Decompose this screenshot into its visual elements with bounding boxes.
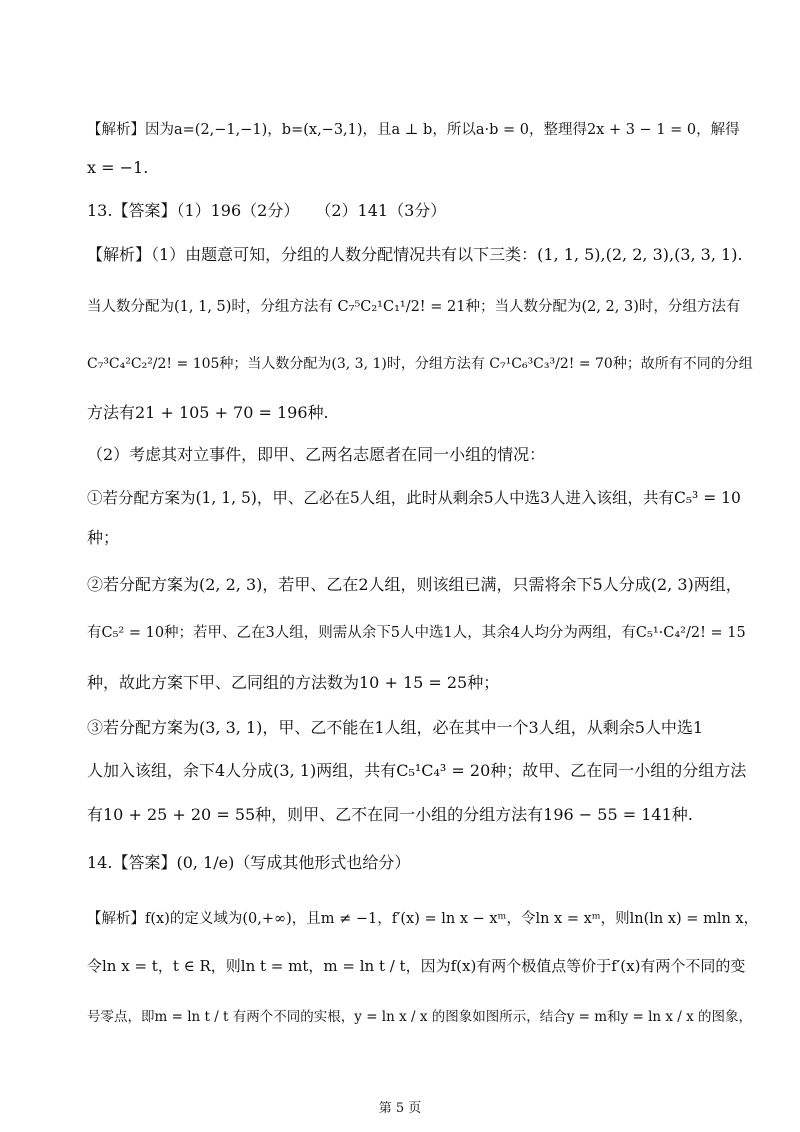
text-line: 13.【答案】（1）196（2分） （2）141（3分） [87, 201, 447, 220]
text-line: 14.【答案】(0, 1/e)（写成其他形式也给分） [87, 853, 411, 872]
text-line: 【解析】因为a=(2,−1,−1)，b=(x,−3,1)，且a ⊥ b，所以a·b = 0，整理得2x + 3 − 1 = 0，解得 [87, 122, 740, 138]
text-line: x = −1. [87, 158, 149, 177]
text-line: 【解析】（1）由题意可知，分组的人数分配情况共有以下三类：(1, 1, 5),(2, 2, 3),(3, 3, 1). [87, 245, 743, 264]
text-line: 令ln x = t，t ∈ R，则ln t = mt，m = ln t / t，因为f(x)有两个极值点等价于f′(x)有两个不同的变 [87, 957, 746, 975]
text-line: 种，故此方案下甲、乙同组的方法数为10 + 15 = 25种； [87, 673, 500, 692]
text-line: 有10 + 25 + 20 = 55种，则甲、乙不在同一小组的分组方法有196 − 55 = 141种. [87, 805, 693, 824]
page-number: 第 5 页 [378, 1101, 422, 1116]
text-line: 号零点，即m = ln t / t 有两个不同的实根，y = ln x / x 的图象如图所示，结合y = m和y = ln x / x 的图象， [87, 1009, 753, 1025]
text-line: ③若分配方案为(3, 3, 1)，甲、乙不能在1人组，必在其中一个3人组，从剩余5人中选1 [87, 718, 704, 737]
text-line: ②若分配方案为(2, 2, 3)，若甲、乙在2人组，则该组已满，只需将余下5人分成(2, 3)两组， [87, 575, 742, 594]
text-line: 人加入该组，余下4人分成(3, 1)两组，共有C₅¹C₄³ = 20种；故甲、乙在同一小组的分组方法 [87, 761, 747, 780]
text-line: （2）考虑其对立事件，即甲、乙两名志愿者在同一小组的情况： [87, 445, 546, 464]
text-line: 种； [87, 528, 120, 547]
text-line: 有C₅² = 10种；若甲、乙在3人组，则需从余下5人中选1人，其余4人均分为两组，有C₅¹·C₄²/2! = 15 [87, 625, 746, 641]
text-line: ①若分配方案为(1, 1, 5)，甲、乙必在5人组，此时从剩余5人中选3人进入该组，共有C₅³ = 10 [87, 489, 741, 507]
text-line: 【解析】f(x)的定义域为(0,+∞)，且m ≠ −1，f′(x) = ln x − xᵐ，令ln x = xᵐ，则ln(ln x) = mln x， [87, 911, 759, 927]
text-line: C₇³C₄²C₂²/2! = 105种；当人数分配为(3, 3, 1)时，分组方法有 C₇¹C₆³C₃³/2! = 70种；故所有不同的分组 [87, 356, 753, 372]
text-line: 当人数分配为(1, 1, 5)时，分组方法有 C₇⁵C₂¹C₁¹/2! = 21种；当人数分配为(2, 2, 3)时，分组方法有 [87, 299, 741, 315]
text-line: 方法有21 + 105 + 70 = 196种. [87, 403, 329, 422]
